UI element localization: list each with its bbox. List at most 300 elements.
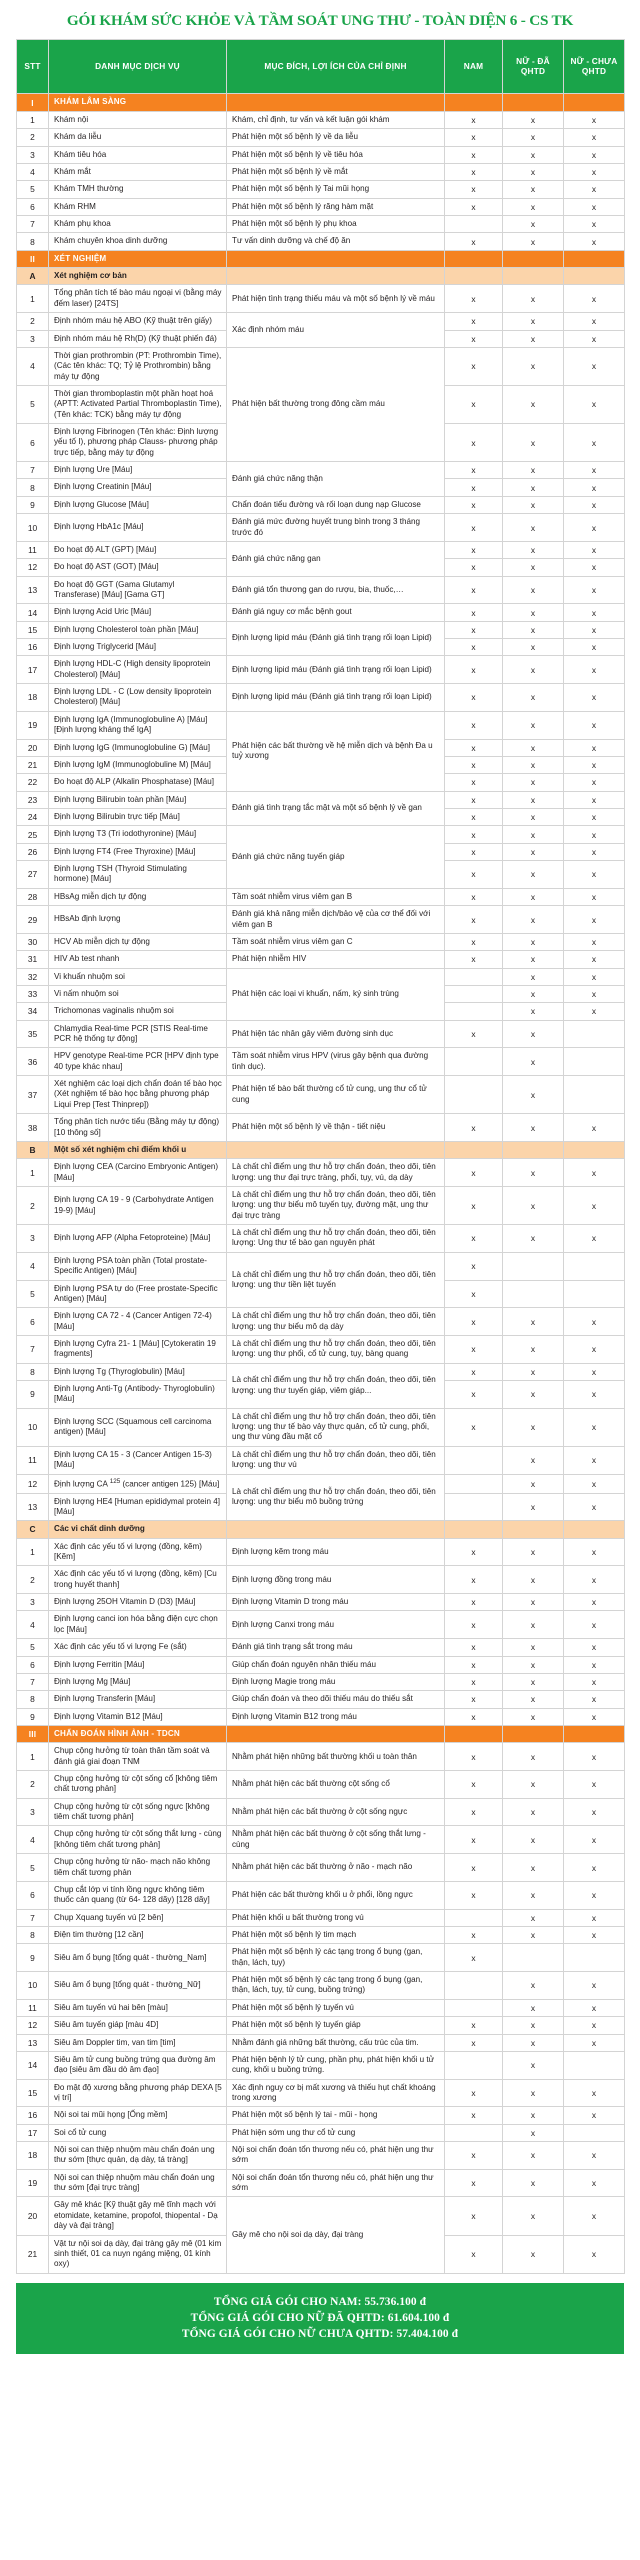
service-purpose: Nhằm phát hiện các bất thường cột sống cổ (227, 1771, 445, 1799)
service-name: Vật tư nội soi dạ dày, đại tràng gây mê (01 kim sinh thiết, 01 ca nuyn ngáng miệng, 01 kính oxy) (49, 2235, 227, 2273)
service-name: Chụp cộng hưởng từ não- mạch não không tiêm chất tương phản (49, 1854, 227, 1882)
mark-nu-da-qhtd: x (503, 1474, 564, 1493)
total-price-nu-chua-qhtd: TỔNG GIÁ GÓI CHO NỮ CHƯA QHTD: 57.404.100 đ (181, 2328, 459, 2340)
mark-nu-chua-qhtd: x (564, 933, 625, 950)
section-index: II (17, 250, 49, 267)
mark-nam: x (445, 1114, 503, 1142)
table-row (17, 826, 625, 843)
mark-nu-chua-qhtd (564, 1280, 625, 1308)
mark-nu-da-qhtd: x (503, 933, 564, 950)
service-name: Đo hoạt độ GGT (Gama Glutamyl Transferase) [Máu] [Gama GT] (49, 576, 227, 604)
service-purpose: Phát hiện nhiễm HIV (227, 951, 445, 968)
table-row (17, 656, 625, 684)
table-row (17, 233, 625, 250)
row-index: 9 (17, 1381, 49, 1409)
mark-nu-da-qhtd: x (503, 1493, 564, 1521)
mark-nam: x (445, 496, 503, 513)
service-purpose: Định lượng lipid máu (Đánh giá tình trạng rối loạn Lipid) (227, 621, 445, 656)
service-name: Soi cổ tử cung (49, 2124, 227, 2141)
service-name: Tổng phân tích nước tiểu (Bằng máy tự động) [10 thông số] (49, 1114, 227, 1142)
superscript-number: 125 (109, 1477, 121, 1485)
page-title: GÓI KHÁM SỨC KHỎE VÀ TẦM SOÁT UNG THƯ - TOÀN DIỆN 6 - CS TK (66, 12, 574, 29)
table-row (17, 2017, 625, 2034)
service-name: Định lượng PSA tự do (Free prostate-Specific Antigen) [Máu] (49, 1280, 227, 1308)
table-row (17, 1308, 625, 1336)
table-row (17, 1909, 625, 1926)
mark-nu-da-qhtd: x (503, 1308, 564, 1336)
mark-nu-da-qhtd: x (503, 313, 564, 330)
mark-nu-da-qhtd: x (503, 2107, 564, 2124)
table-row (17, 1656, 625, 1673)
service-name: Định nhóm máu hệ Rh(D) (Kỹ thuật phiến đá) (49, 330, 227, 347)
service-purpose: Phát hiện các loại vi khuẩn, nấm, ký sinh trùng (227, 968, 445, 1020)
table-row (17, 1594, 625, 1611)
mark-nam: x (445, 656, 503, 684)
row-index: 30 (17, 933, 49, 950)
mark-nu-chua-qhtd: x (564, 2197, 625, 2235)
table-row (17, 285, 625, 313)
mark-nu-chua-qhtd: x (564, 951, 625, 968)
section-title: CHẨN ĐOÁN HÌNH ẢNH - TDCN (49, 1725, 227, 1742)
mark-nu-da-qhtd: x (503, 1708, 564, 1725)
mark-nam: x (445, 1538, 503, 1566)
mark-nu-da-qhtd: x (503, 1999, 564, 2016)
mark-nu-chua-qhtd: x (564, 1798, 625, 1826)
mark-nu-chua-qhtd: x (564, 1691, 625, 1708)
section-blank-purpose (227, 1141, 445, 1158)
mark-nu-da-qhtd: x (503, 684, 564, 712)
row-index: 3 (17, 1798, 49, 1826)
mark-nu-da-qhtd: x (503, 861, 564, 889)
row-index: 32 (17, 968, 49, 985)
mark-nu-da-qhtd: x (503, 1566, 564, 1594)
mark-nam: x (445, 888, 503, 905)
section-blank-purpose (227, 94, 445, 111)
mark-nu-da-qhtd: x (503, 774, 564, 791)
section-blank-nam (445, 1141, 503, 1158)
service-name: Đo mật độ xương bằng phương pháp DEXA [5 vị trí] (49, 2079, 227, 2107)
mark-nam: x (445, 1408, 503, 1446)
mark-nu-da-qhtd: x (503, 711, 564, 739)
mark-nu-chua-qhtd: x (564, 559, 625, 576)
mark-nu-chua-qhtd: x (564, 1927, 625, 1944)
mark-nu-chua-qhtd: x (564, 1225, 625, 1253)
service-name: Siêu âm tuyến vú hai bên [màu] (49, 1999, 227, 2016)
service-purpose: Là chất chỉ điểm ung thư hỗ trợ chẩn đoán, theo dõi, tiên lượng: ung thư tiền liệt tuyến (227, 1252, 445, 1307)
section-title: Các vi chất dinh dưỡng (49, 1521, 227, 1538)
mark-nu-chua-qhtd: x (564, 163, 625, 180)
service-purpose: Đánh giá chức năng tuyến giáp (227, 826, 445, 888)
mark-nu-chua-qhtd: x (564, 906, 625, 934)
service-purpose: Phát hiện một số bệnh lý phụ khoa (227, 215, 445, 232)
mark-nam: x (445, 2169, 503, 2197)
service-purpose: Là chất chỉ điểm ung thư hỗ trợ chẩn đoán, theo dõi, tiên lượng: ung thư tế bào vảy thực quản, cổ tử cung, phổi, ung thư vùng đầu mặt cổ (227, 1408, 445, 1446)
mark-nu-chua-qhtd: x (564, 129, 625, 146)
service-purpose: Là chất chỉ điểm ung thư hỗ trợ chẩn đoán, theo dõi, tiên lượng: ung thư biểu mô tuyến tụy, đường mật, ung thư đại trực tràng (227, 1186, 445, 1224)
mark-nu-chua-qhtd: x (564, 576, 625, 604)
table-row (17, 1020, 625, 1048)
row-index: 8 (17, 1927, 49, 1944)
service-name: Siêu âm Doppler tim, van tim [tim] (49, 2034, 227, 2051)
row-index: 11 (17, 1446, 49, 1474)
table-row (17, 313, 625, 330)
mark-nu-da-qhtd: x (503, 843, 564, 860)
mark-nam: x (445, 313, 503, 330)
mark-nu-chua-qhtd (564, 2051, 625, 2079)
mark-nam: x (445, 791, 503, 808)
service-name: Nội soi tai mũi họng [Ống mềm] (49, 2107, 227, 2124)
service-purpose: Xác định nhóm máu (227, 313, 445, 348)
section-blank-nam (445, 268, 503, 285)
row-index: 31 (17, 951, 49, 968)
mark-nam: x (445, 233, 503, 250)
service-name: Định lượng Creatinin [Máu] (49, 479, 227, 496)
service-name: Vi khuẩn nhuộm soi (49, 968, 227, 985)
mark-nam: x (445, 711, 503, 739)
service-purpose: Là chất chỉ điểm ung thư hỗ trợ chẩn đoán, theo dõi, tiên lượng: Ung thư tế bào gan nguyên phát (227, 1225, 445, 1253)
mark-nu-da-qhtd: x (503, 1826, 564, 1854)
mark-nu-da-qhtd: x (503, 968, 564, 985)
mark-nam: x (445, 385, 503, 423)
row-index: 7 (17, 462, 49, 479)
mark-nu-chua-qhtd: x (564, 285, 625, 313)
mark-nu-da-qhtd: x (503, 2235, 564, 2273)
service-purpose: Nội soi chẩn đoán tổn thương nếu có, phát hiện ung thư sớm (227, 2169, 445, 2197)
table-row (17, 951, 625, 968)
mark-nu-chua-qhtd: x (564, 1474, 625, 1493)
service-name: Chlamydia Real-time PCR [STIS Real-time PCR hệ thống tự động] (49, 1020, 227, 1048)
mark-nu-da-qhtd: x (503, 181, 564, 198)
service-name: Gây mê khác [Kỹ thuật gây mê tĩnh mạch với etomidate, ketamine, propofol, thiopental - Dạ dày và đại tràng] (49, 2197, 227, 2235)
service-name: Khám mắt (49, 163, 227, 180)
service-name: Định lượng HDL-C (High density lipoprotein Cholesterol) [Máu] (49, 656, 227, 684)
section-blank-purpose (227, 1521, 445, 1538)
mark-nu-chua-qhtd: x (564, 1826, 625, 1854)
service-purpose: Định lượng Vitamin B12 trong máu (227, 1708, 445, 1725)
mark-nam (445, 1076, 503, 1114)
mark-nam (445, 1446, 503, 1474)
row-index: 6 (17, 1881, 49, 1909)
mark-nu-chua-qhtd: x (564, 385, 625, 423)
row-index: 9 (17, 496, 49, 513)
section-blank-nam (445, 1725, 503, 1742)
row-index: 38 (17, 1114, 49, 1142)
table-row (17, 1446, 625, 1474)
mark-nu-da-qhtd: x (503, 1446, 564, 1474)
table-row (17, 215, 625, 232)
mark-nu-chua-qhtd: x (564, 514, 625, 542)
table-row (17, 1798, 625, 1826)
row-index: 13 (17, 2034, 49, 2051)
mark-nu-chua-qhtd: x (564, 330, 625, 347)
mark-nam: x (445, 2197, 503, 2235)
mark-nam: x (445, 1854, 503, 1882)
mark-nu-da-qhtd: x (503, 2017, 564, 2034)
row-index: 8 (17, 479, 49, 496)
mark-nu-chua-qhtd: x (564, 2079, 625, 2107)
service-purpose: Định lượng lipid máu (Đánh giá tình trạng rối loạn Lipid) (227, 684, 445, 712)
service-purpose: Phát hiện khối u bất thường trong vú (227, 1909, 445, 1926)
col-header-stt: STT (17, 40, 49, 94)
service-purpose: Là chất chỉ điểm ung thư hỗ trợ chẩn đoán, theo dõi, tiên lượng: ung thư biểu mô buồng trứng (227, 1474, 445, 1521)
table-row (17, 1252, 625, 1280)
service-name: HBsAb định lượng (49, 906, 227, 934)
service-name: Định lượng Anti-Tg (Antibody- Thyroglobulin) [Máu] (49, 1381, 227, 1409)
mark-nu-chua-qhtd: x (564, 2107, 625, 2124)
service-purpose: Tầm soát nhiễm virus HPV (virus gây bệnh qua đường tình dục). (227, 1048, 445, 1076)
col-header-nam: NAM (445, 40, 503, 94)
mark-nu-chua-qhtd: x (564, 111, 625, 128)
service-name: Nội soi can thiệp nhuộm màu chẩn đoán ung thư sớm [đại trực tràng] (49, 2169, 227, 2197)
mark-nam: x (445, 111, 503, 128)
table-row (17, 1972, 625, 2000)
service-name: Định lượng Fibrinogen (Tên khác: Định lượng yếu tố I), phương pháp Clauss- phương pháp trực tiếp, bằng máy tự động (49, 424, 227, 462)
mark-nu-chua-qhtd: x (564, 639, 625, 656)
section-blank-purpose (227, 250, 445, 267)
mark-nu-da-qhtd: x (503, 1771, 564, 1799)
mark-nam (445, 1474, 503, 1493)
service-name: Định lượng IgG (Immunoglobuline G) [Máu] (49, 739, 227, 756)
mark-nu-chua-qhtd: x (564, 198, 625, 215)
table-row (17, 2051, 625, 2079)
mark-nam: x (445, 2034, 503, 2051)
mark-nu-chua-qhtd (564, 1020, 625, 1048)
table-row (17, 1114, 625, 1142)
table-row (17, 496, 625, 513)
service-name: HIV Ab test nhanh (49, 951, 227, 968)
mark-nu-chua-qhtd: x (564, 888, 625, 905)
row-index: 12 (17, 1474, 49, 1493)
row-index: 14 (17, 604, 49, 621)
row-index: 3 (17, 1594, 49, 1611)
mark-nu-da-qhtd: x (503, 791, 564, 808)
mark-nam: x (445, 129, 503, 146)
mark-nu-da-qhtd: x (503, 656, 564, 684)
table-row (17, 1335, 625, 1363)
row-index: 28 (17, 888, 49, 905)
table-row (17, 1639, 625, 1656)
table-row (17, 1771, 625, 1799)
mark-nam: x (445, 1673, 503, 1690)
service-name: Định lượng PSA toàn phần (Total prostate-Specific Antigen) [Máu] (49, 1252, 227, 1280)
mark-nam: x (445, 1691, 503, 1708)
mark-nam: x (445, 1656, 503, 1673)
mark-nu-da-qhtd: x (503, 951, 564, 968)
mark-nam: x (445, 163, 503, 180)
row-index: 19 (17, 711, 49, 739)
mark-nam: x (445, 639, 503, 656)
service-name: Định lượng T3 (Tri iodothyronine) [Máu] (49, 826, 227, 843)
service-name: Định lượng Bilirubin toàn phần [Máu] (49, 791, 227, 808)
table-row (17, 1186, 625, 1224)
mark-nu-chua-qhtd: x (564, 2169, 625, 2197)
service-name: Chụp cộng hưởng từ toàn thân tầm soát và đánh giá giai đoạn TNM (49, 1743, 227, 1771)
mark-nam: x (445, 1280, 503, 1308)
service-name: HCV Ab miễn dịch tự động (49, 933, 227, 950)
mark-nam: x (445, 198, 503, 215)
mark-nu-da-qhtd: x (503, 111, 564, 128)
mark-nu-chua-qhtd: x (564, 1639, 625, 1656)
service-purpose: Định lượng lipid máu (Đánh giá tình trạng rối loạn Lipid) (227, 656, 445, 684)
row-index: 6 (17, 1656, 49, 1673)
mark-nu-chua-qhtd: x (564, 313, 625, 330)
mark-nu-chua-qhtd: x (564, 604, 625, 621)
row-index: 7 (17, 1909, 49, 1926)
section-blank-da (503, 1725, 564, 1742)
service-purpose: Phát hiện một số bệnh lý tuyến vú (227, 1999, 445, 2016)
section-blank-chua (564, 1141, 625, 1158)
mark-nam (445, 1999, 503, 2016)
service-purpose: Gây mê cho nội soi dạ dày, đại tràng (227, 2197, 445, 2273)
service-name: Chụp cộng hưởng từ cột sống cổ [không tiêm chất tương phản] (49, 1771, 227, 1799)
mark-nam (445, 1909, 503, 1926)
service-purpose: Phát hiện tác nhân gây viêm đường sinh dục (227, 1020, 445, 1048)
table-row (17, 1691, 625, 1708)
row-index: 15 (17, 2079, 49, 2107)
row-index: 5 (17, 181, 49, 198)
section-blank-chua (564, 250, 625, 267)
section-header-row (17, 94, 625, 111)
row-index: 6 (17, 424, 49, 462)
section-index: A (17, 268, 49, 285)
section-blank-chua (564, 1521, 625, 1538)
mark-nam: x (445, 146, 503, 163)
row-index: 5 (17, 385, 49, 423)
row-index: 35 (17, 1020, 49, 1048)
table-row (17, 1048, 625, 1076)
service-name: Khám phụ khoa (49, 215, 227, 232)
mark-nu-chua-qhtd (564, 1076, 625, 1114)
mark-nu-chua-qhtd: x (564, 1186, 625, 1224)
service-name: Vi nấm nhuộm soi (49, 985, 227, 1002)
mark-nam: x (445, 739, 503, 756)
service-name: Đo hoạt độ AST (GOT) [Máu] (49, 559, 227, 576)
mark-nu-chua-qhtd (564, 1944, 625, 1972)
mark-nam: x (445, 951, 503, 968)
service-purpose: Giúp chẩn đoán nguyên nhân thiếu máu (227, 1656, 445, 1673)
table-row (17, 146, 625, 163)
service-purpose: Phát hiện bất thường trong đông cầm máu (227, 347, 445, 461)
mark-nu-da-qhtd: x (503, 163, 564, 180)
row-index: 20 (17, 739, 49, 756)
mark-nam: x (445, 347, 503, 385)
mark-nu-da-qhtd: x (503, 462, 564, 479)
mark-nu-da-qhtd: x (503, 496, 564, 513)
table-row (17, 462, 625, 479)
service-name: Định lượng LDL - C (Low density lipoprotein Cholesterol) [Máu] (49, 684, 227, 712)
mark-nu-da-qhtd: x (503, 1048, 564, 1076)
section-title: Xét nghiệm cơ bản (49, 268, 227, 285)
row-index: 8 (17, 1691, 49, 1708)
service-purpose: Nhằm phát hiện những bất thường khối u toàn thân (227, 1743, 445, 1771)
service-purpose: Nhằm phát hiện các bất thường ở não - mạch não (227, 1854, 445, 1882)
service-name: HBsAg miễn dịch tự động (49, 888, 227, 905)
mark-nu-da-qhtd: x (503, 285, 564, 313)
mark-nu-chua-qhtd: x (564, 1909, 625, 1926)
service-name: Định lượng IgA (Immunoglobuline A) [Máu] [Định lượng kháng thể IgA] (49, 711, 227, 739)
table-row (17, 933, 625, 950)
mark-nu-da-qhtd: x (503, 739, 564, 756)
table-row (17, 2169, 625, 2197)
row-index: 9 (17, 1944, 49, 1972)
row-index: 36 (17, 1048, 49, 1076)
table-row (17, 129, 625, 146)
row-index: 10 (17, 1408, 49, 1446)
section-title: KHÁM LÂM SÀNG (49, 94, 227, 111)
service-purpose: Phát hiện các bất thường về hệ miễn dịch và bệnh Đa u tuỷ xương (227, 711, 445, 791)
subsection-header-row (17, 1521, 625, 1538)
row-index: 2 (17, 129, 49, 146)
mark-nam: x (445, 826, 503, 843)
mark-nu-da-qhtd: x (503, 2034, 564, 2051)
service-purpose: Phát hiện một số bệnh lý về mắt (227, 163, 445, 180)
mark-nu-da-qhtd: x (503, 2051, 564, 2079)
table-row (17, 684, 625, 712)
mark-nam: x (445, 479, 503, 496)
service-name: Định lượng CA 72 - 4 (Cancer Antigen 72-4) [Máu] (49, 1308, 227, 1336)
table-row (17, 1363, 625, 1380)
mark-nu-da-qhtd: x (503, 1594, 564, 1611)
mark-nu-chua-qhtd: x (564, 968, 625, 985)
row-index: 22 (17, 774, 49, 791)
service-name: Xác định các yếu tố vi lượng (đồng, kẽm) [Kẽm] (49, 1538, 227, 1566)
service-purpose: Đánh giá tình trạng tắc mật và một số bệnh lý về gan (227, 791, 445, 826)
table-row (17, 604, 625, 621)
row-index: 23 (17, 791, 49, 808)
service-purpose: Phát hiện một số bệnh lý tuyến giáp (227, 2017, 445, 2034)
mark-nam (445, 1972, 503, 2000)
mark-nu-da-qhtd: x (503, 906, 564, 934)
mark-nu-chua-qhtd: x (564, 843, 625, 860)
row-index: 19 (17, 2169, 49, 2197)
table-row (17, 906, 625, 934)
section-blank-purpose (227, 268, 445, 285)
mark-nu-chua-qhtd: x (564, 1159, 625, 1187)
mark-nam: x (445, 1335, 503, 1363)
mark-nu-da-qhtd: x (503, 1363, 564, 1380)
service-name: Định lượng Acid Uric [Máu] (49, 604, 227, 621)
service-name: Khám TMH thường (49, 181, 227, 198)
header-row (17, 40, 625, 94)
row-index: 17 (17, 2124, 49, 2141)
mark-nam: x (445, 1363, 503, 1380)
subsection-header-row (17, 1141, 625, 1158)
service-purpose: Đánh giá khả năng miễn dịch/bảo vệ của cơ thể đối với viêm gan B (227, 906, 445, 934)
service-purpose: Là chất chỉ điểm ung thư hỗ trợ chẩn đoán, theo dõi, tiên lượng: ung thư biểu mô dạ dày (227, 1308, 445, 1336)
table-row (17, 1927, 625, 1944)
mark-nam: x (445, 2079, 503, 2107)
mark-nu-chua-qhtd: x (564, 791, 625, 808)
section-index: B (17, 1141, 49, 1158)
mark-nam: x (445, 2235, 503, 2273)
section-blank-chua (564, 94, 625, 111)
table-row (17, 181, 625, 198)
table-row (17, 1159, 625, 1187)
row-index: 13 (17, 1493, 49, 1521)
mark-nu-chua-qhtd: x (564, 1408, 625, 1446)
row-index: 2 (17, 1186, 49, 1224)
mark-nu-chua-qhtd: x (564, 985, 625, 1002)
mark-nam: x (445, 1186, 503, 1224)
row-index: 5 (17, 1280, 49, 1308)
service-name: Định lượng HbA1c [Máu] (49, 514, 227, 542)
mark-nam: x (445, 933, 503, 950)
row-index: 9 (17, 1708, 49, 1725)
mark-nu-da-qhtd: x (503, 514, 564, 542)
table-row (17, 1999, 625, 2016)
row-index: 18 (17, 684, 49, 712)
mark-nu-da-qhtd: x (503, 604, 564, 621)
